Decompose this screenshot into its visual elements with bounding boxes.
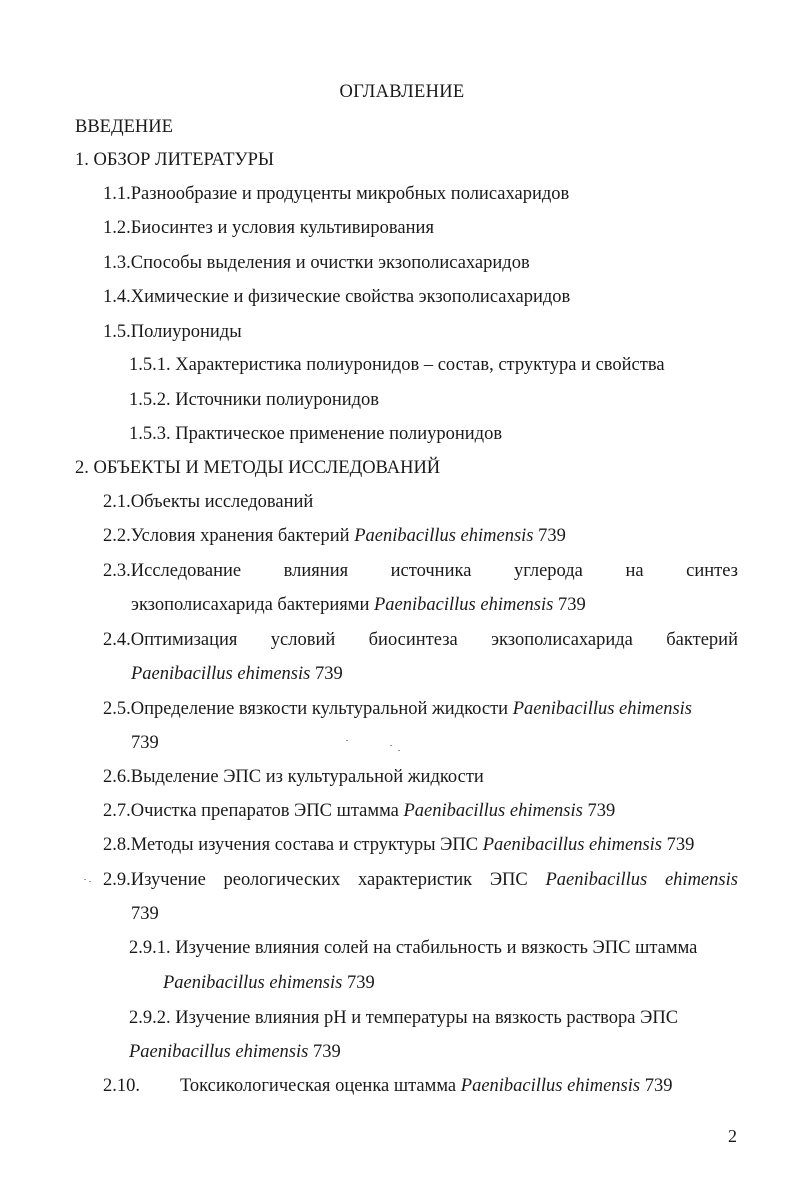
strain-number: 739 (308, 1042, 341, 1062)
toc-entry-intro: ВВЕДЕНИЕ (75, 117, 173, 137)
toc-entry-1-1: 1.1.Разнообразие и продуценты микробных полисахаридов (103, 184, 570, 204)
toc-entry-2-9-1-line1: 2.9.1. Изучение влияния солей на стабильность и вязкость ЭПС штамма (129, 938, 698, 958)
word: ehimensis (664, 870, 738, 890)
toc-entry-1-2: 1.2.Биосинтез и условия культивирования (103, 218, 434, 238)
toc-entry-2-2 (103, 524, 566, 548)
toc-entry-1-4: 1.4.Химические и физические свойства экзополисахаридов (103, 287, 571, 307)
toc-entry-1-3: 1.3.Способы выделения и очистки экзополисахаридов (103, 253, 530, 273)
scan-speck (346, 740, 348, 741)
word: экзополисахарида (491, 630, 633, 650)
word: углерода (513, 561, 583, 581)
toc-entry-2-5-line1 (103, 697, 692, 721)
toc-entry-2-10 (180, 1074, 672, 1098)
toc-entry-2-1: 2.1.Объекты исследований (103, 492, 314, 512)
word: биосинтеза (368, 630, 458, 650)
toc-entry-section-2: 2. ОБЪЕКТЫ И МЕТОДЫ ИССЛЕДОВАНИЙ (75, 458, 441, 478)
word: на (625, 561, 644, 581)
strain-number: 739 (640, 1076, 673, 1096)
word: 2.4.Оптимизация (103, 630, 238, 650)
toc-entry-2-9-1-line2 (163, 971, 375, 995)
species-name: Paenibacillus ehimensis (403, 801, 583, 821)
toc-entry-2-5-line2: 739 (131, 733, 159, 753)
word: характеристик (358, 870, 473, 890)
species-name: Paenibacillus ehimensis (482, 835, 663, 855)
species-name: Paenibacillus ehimensis (512, 699, 693, 719)
species-name: Paenibacillus ehimensis (163, 973, 343, 993)
entry-text: 2.7.Очистка препаратов ЭПС штамма (103, 801, 404, 821)
toc-entry-1-5-1: 1.5.1. Характеристика полиуронидов – состав, структура и свойства (129, 355, 665, 375)
word: бактерий (666, 630, 738, 650)
entry-text: 2.2.Условия хранения бактерий (103, 526, 355, 546)
toc-entry-2-9-2-line2 (129, 1040, 341, 1064)
toc-entry-2-7 (103, 799, 615, 823)
word: ЭПС (489, 870, 528, 890)
species-name: Paenibacillus ehimensis (354, 526, 534, 546)
toc-entry-1-5-2: 1.5.2. Источники полиуронидов (129, 390, 380, 410)
species-name: Paenibacillus ehimensis (460, 1076, 641, 1096)
species-name: Paenibacillus ehimensis (374, 595, 554, 615)
species-name: Paenibacillus ehimensis (131, 664, 311, 684)
word: влияния (283, 561, 349, 581)
toc-entry-2-6: 2.6.Выделение ЭПС из культуральной жидкости (103, 767, 484, 787)
toc-entry-2-9-line1 (103, 868, 738, 892)
word: реологических (223, 870, 341, 890)
strain-number: 739 (310, 664, 343, 684)
toc-entry-2-8 (103, 833, 694, 857)
toc-entry-2-4-line2 (131, 662, 343, 686)
strain-number: 739 (553, 595, 586, 615)
word: синтез (686, 561, 738, 581)
toc-title: ОГЛАВЛЕНИЕ (339, 82, 465, 102)
page-number: 2 (728, 1126, 737, 1146)
word: 2.3.Исследование (103, 561, 242, 581)
entry-text: Токсикологическая оценка штамма (180, 1076, 461, 1096)
toc-entry-2-9-2-line1: 2.9.2. Изучение влияния pH и температуры на вязкость раствора ЭПС (129, 1008, 679, 1028)
scan-speck (84, 879, 86, 880)
species-name: Paenibacillus ehimensis (129, 1042, 309, 1062)
toc-entry-2-4-line1 (103, 628, 738, 652)
scan-speck (89, 881, 91, 882)
toc-entry-2-9-line2: 739 (131, 904, 159, 924)
toc-entry-1-5: 1.5.Полиурониды (103, 322, 242, 342)
strain-number: 739 (582, 801, 616, 821)
toc-entry-2-10-number: 2.10. (103, 1076, 140, 1096)
toc-entry-section-1: 1. ОБЗОР ЛИТЕРАТУРЫ (75, 150, 275, 170)
word: Paenibacillus (545, 870, 648, 890)
toc-entry-2-3-line2 (131, 593, 586, 617)
scan-speck (390, 745, 392, 746)
strain-number: 739 (533, 526, 566, 546)
scan-speck (398, 750, 400, 751)
entry-text: экзополисахарида бактериями (131, 595, 374, 615)
toc-entry-1-5-3: 1.5.3. Практическое применение полиуронидов (129, 424, 503, 444)
entry-text: 2.8.Методы изучения состава и структуры ЭПС (103, 835, 483, 855)
word: условий (270, 630, 336, 650)
word: источника (390, 561, 472, 581)
strain-number: 739 (342, 973, 375, 993)
toc-entry-2-3-line1 (103, 559, 738, 583)
word: 2.9.Изучение (103, 870, 206, 890)
strain-number: 739 (662, 835, 695, 855)
entry-text: 2.5.Определение вязкости культуральной жидкости (103, 699, 513, 719)
